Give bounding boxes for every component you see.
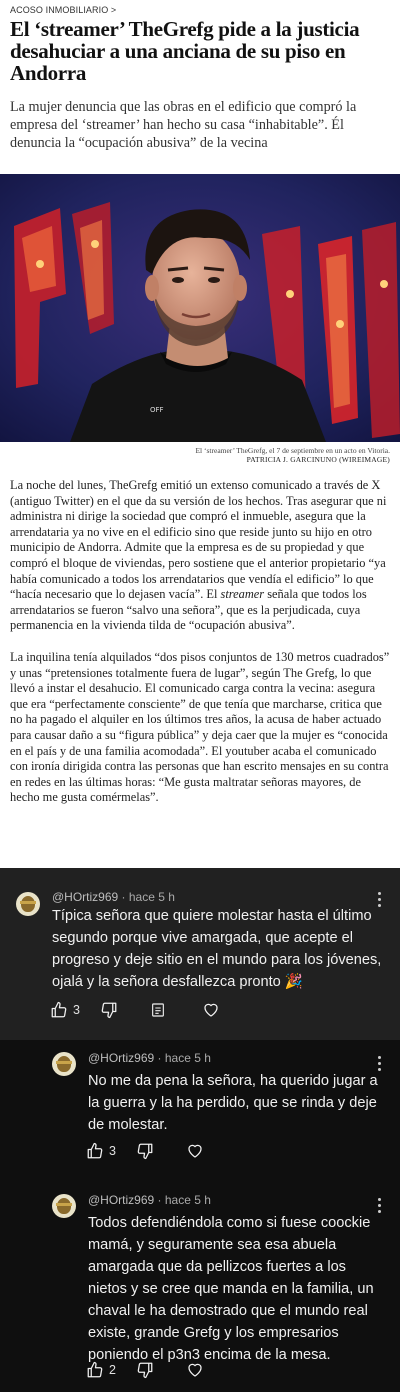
article-paragraph-1 — [0, 478, 400, 634]
heart-button[interactable] — [186, 1360, 204, 1380]
comment — [0, 868, 400, 1040]
avatar-band — [56, 1203, 72, 1206]
thumbs-up-icon — [50, 1001, 68, 1019]
article-headline: El ‘streamer’ TheGrefg pide a la justicia desahuciar a una anciana de su piso en Andorra — [10, 17, 360, 85]
thumbs-down-icon — [100, 1001, 118, 1019]
avatar[interactable] — [16, 892, 40, 916]
dislike-button[interactable] — [136, 1360, 186, 1380]
comment-meta — [52, 890, 175, 904]
photo-caption — [0, 442, 400, 464]
thumbs-down-icon — [136, 1361, 154, 1379]
comment-author[interactable]: @HOrtiz969 — [52, 890, 119, 904]
avatar[interactable] — [52, 1194, 76, 1218]
heart-icon — [186, 1361, 204, 1379]
article-photo — [0, 174, 400, 442]
caption-text: El ‘streamer’ TheGrefg, el 7 de septiembre en un acto en Vitoria. — [195, 446, 390, 455]
more-vert-icon[interactable] — [378, 1056, 382, 1072]
paragraph-text: La noche del lunes, TheGrefg emitió un extenso comunicado a través de X (antiguo Twitter) en el que da su versión de los hechos. Tras asegurar que ni administra ni dirige la sociedad que compró el inmueble, asegura que la arrendataria ya no vive en el edificio sino que reside junto su hijo en otro municipio de Andorra. Admite que la empresa es de su propiedad y que compró el bloque de viviendas, pero sostiene que el anterior propietario “ya había comunicado a todos los arrendatarios que vendía el edificio” lo que “hacía necesario que lo dejasen vacía”. El — [10, 478, 387, 602]
like-count: 2 — [109, 1363, 116, 1377]
comment-actions — [86, 1141, 204, 1161]
reply-button[interactable] — [150, 1000, 202, 1020]
avatar-face — [57, 1198, 71, 1214]
thumbs-up-icon — [86, 1361, 104, 1379]
avatar[interactable] — [52, 1052, 76, 1076]
comment-actions — [86, 1360, 204, 1380]
avatar-band — [20, 901, 36, 904]
avatar-face — [57, 1056, 71, 1072]
comments-section — [0, 868, 400, 1392]
comment-meta — [88, 1051, 211, 1065]
more-vert-icon[interactable] — [378, 1198, 382, 1214]
photo-credit: PATRICIA J. GARCINUNO (WIREIMAGE) — [246, 455, 390, 464]
like-button[interactable] — [86, 1141, 136, 1161]
thumbs-down-icon — [136, 1142, 154, 1160]
comment-actions — [50, 1000, 220, 1020]
comment-time: · hace 5 h — [121, 890, 175, 904]
breadcrumb[interactable]: ACOSO INMOBILIARIO > — [10, 5, 117, 15]
dislike-button[interactable] — [100, 1000, 150, 1020]
heart-icon — [202, 1001, 220, 1019]
comment-text: Típica señora que quiere molestar hasta el último segundo porque vive amargada, que acepte el progreso y deje sitio en el mundo para los jóvenes, ojalá y la señora desfallezca pronto 🎉 — [52, 908, 382, 990]
comment-meta — [88, 1193, 211, 1207]
heart-button[interactable] — [202, 1000, 220, 1020]
emphasis-text: streamer — [220, 587, 265, 602]
heart-button[interactable] — [186, 1141, 204, 1161]
reply-icon — [150, 1002, 166, 1018]
dislike-button[interactable] — [136, 1141, 186, 1161]
comment-author[interactable]: @HOrtiz969 — [88, 1051, 155, 1065]
avatar-band — [56, 1061, 72, 1064]
comment — [0, 1040, 400, 1182]
comment-text: Todos defendiéndola como si fuese coockie mamá, y seguramente sea esa abuela amargada que da pellizcos fuertes a los nietos y se cree que manda en la familia, un chaval le ha demostrado que el mundo real existe, grande Grefg y los empresarios poniendo el p3n3 encima de la mesa. — [88, 1215, 374, 1363]
comment-text: No me da pena la señora, ha querido jugar a la guerra y la ha perdido, que se rinda y deje de molestar. — [88, 1073, 378, 1133]
like-count: 3 — [73, 1003, 80, 1017]
thumbs-up-icon — [86, 1142, 104, 1160]
heart-icon — [186, 1142, 204, 1160]
article-subheadline: La mujer denuncia que las obras en el edificio que compró la empresa del ‘streamer’ han hecho su casa “inhabitable”. Él denuncia la “ocupación abusiva” de la vecina — [10, 99, 357, 151]
avatar-face — [21, 896, 35, 912]
paragraph-text: señala que todos los arrendatarios se fueron “salvo una señora”, que es la perjudicada, cuya permanencia en la vivienda tilda de “ocupación abusiva”. — [10, 587, 367, 633]
comment-time: · hace 5 h — [157, 1193, 211, 1207]
like-count: 3 — [109, 1144, 116, 1158]
shirt-print: OFF — [150, 406, 164, 414]
comment — [0, 1182, 400, 1392]
article-paragraph-2: La inquilina tenía alquilados “dos pisos conjuntos de 130 metros cuadrados” y unas “pretensiones totalmente fuera de lugar”, según The Grefg, lo que llevó a instar el desahucio. El comunicado carga contra la vecina: asegura que era “perfectamente consciente” de que tenía que marcharse, critica que no ha pagado el alquiler en los últimos tres años, la acusa de haber actuado para causar daño a su “figura pública” y deja caer que la mujer es “conocida en el país y de una familia acomodada”. El youtuber acaba el comunicado con ironía dirigida contra las personas que han escrito mensajes en su contra en redes en las últimas horas: “Me gusta maltratar señoras mayores, de hecho me gusta comérmelas”. — [10, 649, 390, 805]
like-button[interactable] — [50, 1000, 100, 1020]
comment-time: · hace 5 h — [157, 1051, 211, 1065]
comment-author[interactable]: @HOrtiz969 — [88, 1193, 155, 1207]
like-button[interactable] — [86, 1360, 136, 1380]
